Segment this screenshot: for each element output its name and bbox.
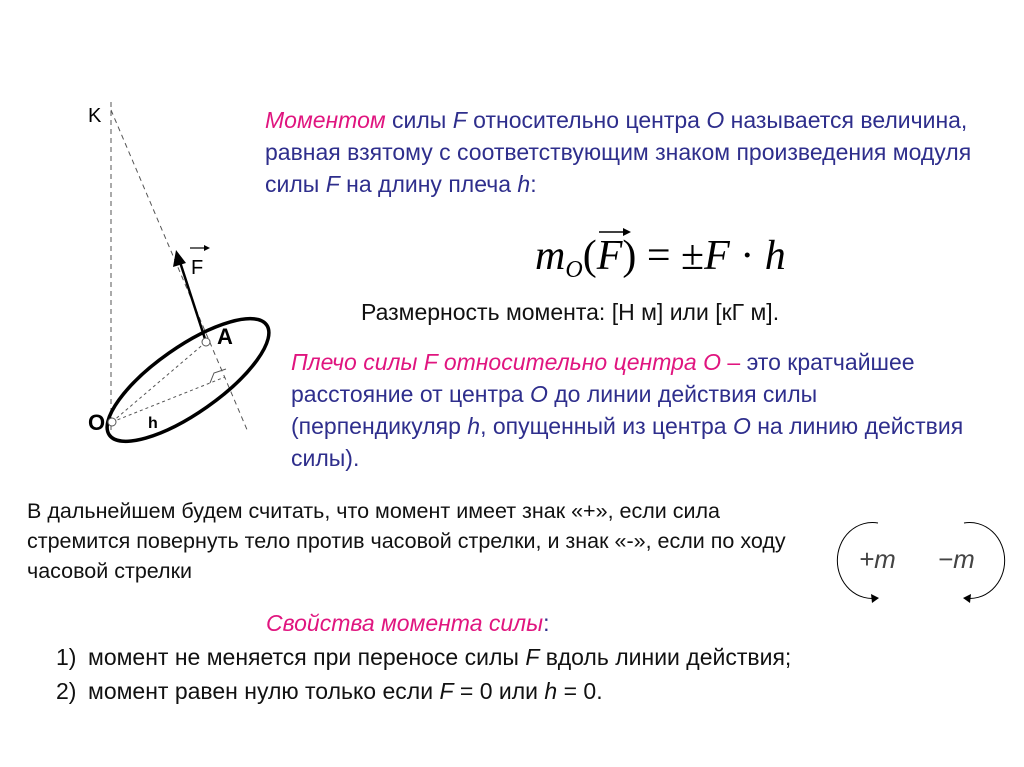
moment-formula: $m_O$( F) = ±F · h	[535, 232, 786, 284]
label-a: A	[217, 324, 233, 349]
properties-title: Свойства момента силы:	[266, 610, 550, 636]
sign-convention: В дальнейшем будем считать, что момент имеет знак «+», если сила стремится повернуть тело против часовой стрелки, и знак «-», если по ходу часовой стрелки	[27, 499, 786, 583]
vector-bar-f-head	[204, 245, 210, 251]
vector-f: F	[597, 232, 623, 280]
label-k: K	[88, 105, 102, 127]
properties-list	[56, 640, 791, 708]
force-moment-diagram	[60, 90, 280, 460]
moment-units: Размерность момента: [Н м] или [кГ м].	[361, 299, 780, 325]
term-moment: Моментом	[265, 107, 386, 133]
vector-arrow-icon	[599, 226, 631, 238]
list-item: 1) момент не меняется при переносе силы F вдоль линии действия;	[56, 644, 792, 670]
label-o: O	[88, 410, 106, 435]
point-o	[108, 418, 116, 426]
force-arrow-head	[173, 250, 186, 267]
rigid-body-ellipse	[90, 298, 280, 460]
right-angle-mark	[210, 369, 226, 383]
list-item: 2) момент равен нулю только если F = 0 или h = 0.	[56, 678, 603, 704]
point-a	[202, 338, 210, 346]
segment-oa	[112, 342, 206, 422]
label-h: h	[148, 415, 158, 432]
rotation-sign-icons	[826, 508, 1016, 608]
minus-m-label: −m	[938, 544, 975, 574]
perpendicular-h	[112, 377, 225, 422]
label-f: F	[191, 257, 204, 279]
moment-definition: Моментом силы F относительно центра O называется величина, равная взятому с соответствующим знаком произведения модуля силы F на длину плеча h:	[265, 107, 972, 197]
plus-m-label: +m	[859, 544, 896, 574]
arm-definition: Плечо силы F относительно центра О – это кратчайшее расстояние от центра О до линии действия силы (перпендикуляр h, опущенный из центра О на линию действия силы).	[291, 349, 964, 471]
term-arm: Плечо силы F относительно центра О	[291, 349, 721, 375]
